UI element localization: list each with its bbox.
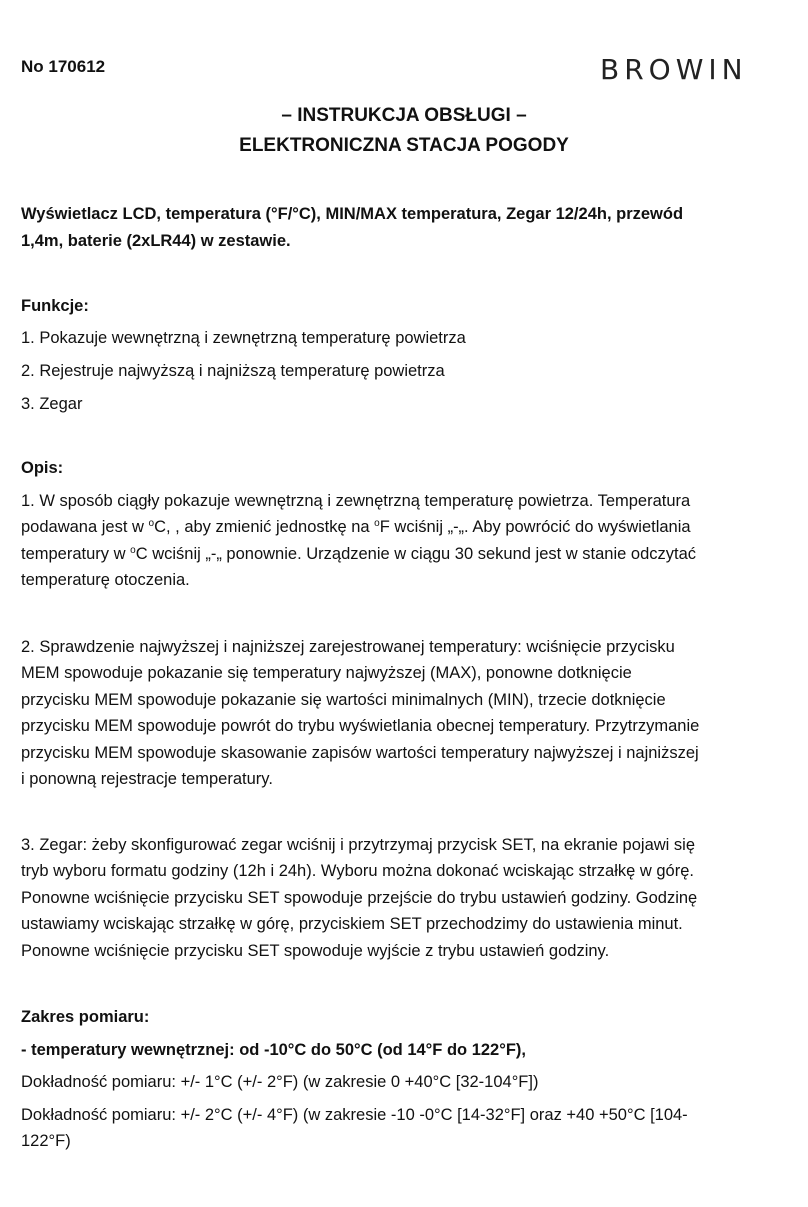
intro-line: Wyświetlacz LCD, temperatura (°F/°C), MIN/MAX temperatura, Zegar 12/24h, przewód (21, 205, 684, 223)
title-line-2: ELEKTRONICZNA STACJA POGODY (239, 135, 569, 156)
functions-heading: Funkcje: (21, 297, 89, 315)
paragraph-line: Ponowne wciśnięcie przycisku SET spowoduje wyjście z trybu ustawień godziny. (21, 942, 610, 960)
paragraph-line: i ponowną rejestracje temperatury. (21, 770, 273, 788)
list-item: 2. Rejestruje najwyższą i najniższą temperaturę powietrza (21, 362, 445, 380)
document-number: No 170612 (21, 57, 106, 76)
document-title (0, 101, 808, 161)
paragraph-line: 3. Zegar: żeby skonfigurować zegar wciśnij i przytrzymaj przycisk SET, na ekranie pojawi się (21, 836, 696, 854)
paragraph-line: temperaturę otoczenia. (21, 571, 190, 589)
intro-line: 1,4m, baterie (2xLR44) w zestawie. (21, 232, 291, 250)
paragraph-line: podawana jest w $^o$C, , aby zmienić jednostkę na $^o$F wciśnij „-„. Aby powrócić do wyświetlania (21, 518, 691, 536)
range-subheading: - temperatury wewnętrznej: od -10°C do 50°C (od 14°F do 122°F), (21, 1041, 526, 1059)
paragraph-line: MEM spowoduje pokazanie się temperatury najwyższej (MAX), ponowne dotknięcie (21, 664, 632, 682)
accuracy-line: 122°F) (21, 1132, 71, 1150)
list-item: 3. Zegar (21, 395, 83, 413)
range-heading: Zakres pomiaru: (21, 1008, 150, 1026)
accuracy-line: Dokładność pomiaru: +/- 2°C (+/- 4°F) (w zakresie -10 -0°C [14-32°F] oraz +40 +50°C [104- (21, 1106, 688, 1124)
paragraph-line: tryb wyboru formatu godziny (12h i 24h). Wyboru można dokonać wciskając strzałkę w górę. (21, 862, 694, 880)
paragraph-line: 1. W sposób ciągły pokazuje wewnętrzną i zewnętrzną temperaturę powietrza. Temperatura (21, 492, 691, 510)
paragraph-line: przycisku MEM spowoduje pokazanie się wartości minimalnych (MIN), trzecie dotknięcie (21, 691, 666, 709)
paragraph-line: temperatury w $^o$C wciśnij „-„ ponownie. Urządzenie w ciągu 30 sekund jest w stanie odczytać (21, 545, 697, 563)
accuracy-line: Dokładność pomiaru: +/- 1°C (+/- 2°F) (w zakresie 0 +40°C [32-104°F]) (21, 1073, 539, 1091)
browin-logo (600, 51, 790, 85)
paragraph-line: ustawiamy wciskając strzałkę w górę, przyciskiem SET przechodzimy do ustawienia minut. (21, 915, 683, 933)
paragraph-line: przycisku MEM spowoduje powrót do trybu wyświetlania obecnej temperatury. Przytrzymanie (21, 717, 700, 735)
paragraph-line: Ponowne wciśnięcie przycisku SET spowoduje przejście do trybu ustawień godziny. Godzinę (21, 889, 698, 907)
brand-name: BROWIN (600, 53, 748, 85)
paragraph-line: 2. Sprawdzenie najwyższej i najniższej zarejestrowanej temperatury: wciśnięcie przycisku (21, 638, 675, 656)
paragraph-line: przycisku MEM spowoduje skasowanie zapisów wartości temperatury najwyższej i najniższej (21, 744, 699, 762)
title-line-1: – INSTRUKCJA OBSŁUGI – (281, 105, 527, 126)
list-item: 1. Pokazuje wewnętrzną i zewnętrzną temperaturę powietrza (21, 329, 466, 347)
description-heading: Opis: (21, 459, 64, 477)
